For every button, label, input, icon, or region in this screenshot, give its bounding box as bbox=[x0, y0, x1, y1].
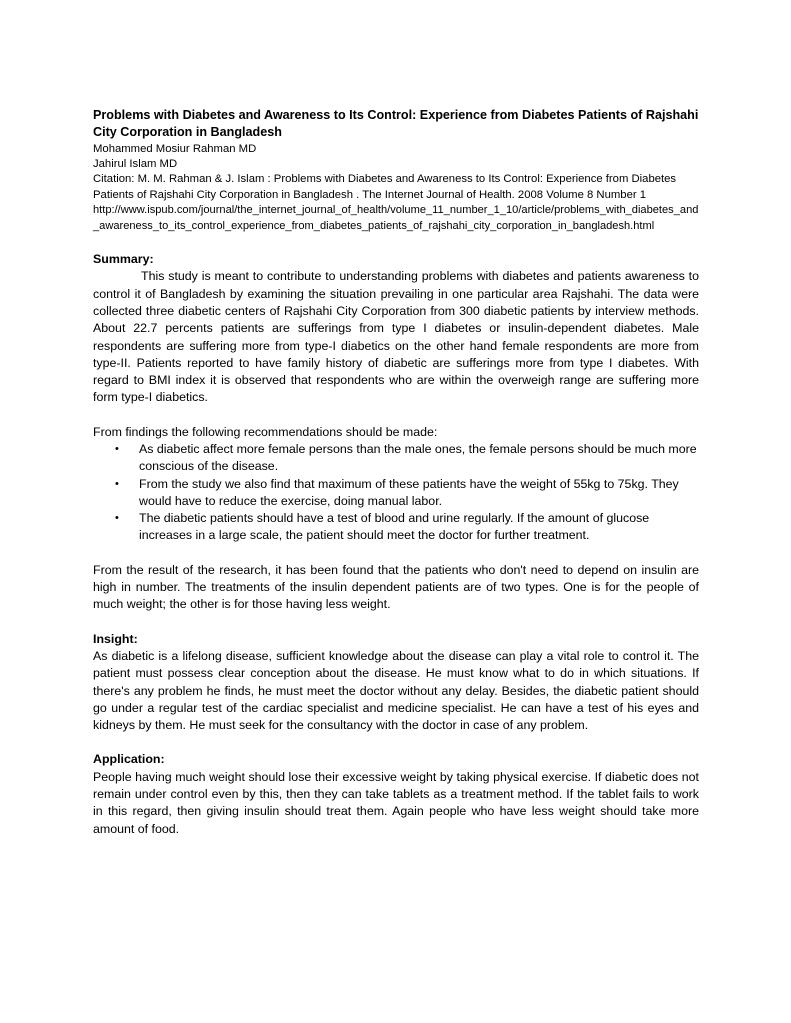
application-body: People having much weight should lose their excessive weight by taking physical exercise. If diabetic does not remain under control even by this, then they can take tablets as a treatment method. If the tablet fails to work in this regard, then giving insulin should treat them. Again people who have less weight should take more amount of food. bbox=[93, 769, 699, 836]
recommendation-text: From the study we also find that maximum of these patients have the weight of 55kg to 75kg. They would have to reduce the exercise, doing manual labor. bbox=[139, 476, 679, 508]
citation: Citation: M. M. Rahman & J. Islam : Problems with Diabetes and Awareness to Its Control: Experience from Diabetes Patients of Rajshahi City Corporation in Bangladesh . The Internet Journal of Health. 2008 Volume 8 Number 1 bbox=[93, 173, 677, 201]
recommendation-text: The diabetic patients should have a test of blood and urine regularly. If the amount of glucose increases in a large scale, the patient should meet the doctor for further treatment. bbox=[139, 511, 650, 543]
insight-body: As diabetic is a lifelong disease, sufficient knowledge about the disease can play a vital role to control it. The patient must possess clear conception about the disease. He must know what to do in which situations. If there's any problem he finds, he must meet the doctor without any delay. Besides, the diabetic patient should go under a regular test of the cardiac specialist and medicine specialist. He can have a test of his eyes and kidneys by them. He must seek for the consultancy with the doctor in case of any problem. bbox=[93, 648, 699, 733]
document-page bbox=[93, 107, 699, 838]
list-item bbox=[93, 510, 699, 545]
author-1: Mohammed Mosiur Rahman MD bbox=[93, 142, 257, 155]
insight-heading: Insight: bbox=[93, 631, 138, 646]
list-item bbox=[93, 441, 699, 476]
bullet-icon: • bbox=[115, 512, 119, 525]
application-heading: Application: bbox=[93, 752, 165, 767]
recommendations-list bbox=[93, 441, 699, 545]
bullet-icon: • bbox=[115, 443, 119, 455]
bullet-icon: • bbox=[115, 477, 119, 490]
recommendation-text: As diabetic affect more female persons than the male ones, the female persons should be much more conscious of the disease. bbox=[139, 442, 697, 474]
list-item bbox=[93, 476, 699, 511]
recommendations-intro: From findings the following recommendations should be made: bbox=[93, 424, 438, 439]
summary-body: This study is meant to contribute to understanding problems with diabetes and patients awareness to control it of Bangladesh by examining the situation prevailing in one particular area Rajshahi. The data were collected three diabetic centers of Rajshahi City Corporation from 300 diabetic patients by interview methods. About 22.7 percents patients are sufferings from type I diabetes or insulin-dependent diabetes. Male respondents are suffering more from type-I diabetics on the other hand female respondents are more from type-II. Patients reported to have family history of diabetic are sufferings more from type I diabetes. With regard to BMI index it is observed that respondents who are within the overweigh range are suffering more form type-I diabetics. bbox=[93, 269, 699, 405]
summary-heading: Summary: bbox=[93, 252, 154, 267]
author-2: Jahirul Islam MD bbox=[93, 158, 178, 170]
summary-conclusion: From the result of the research, it has been found that the patients who don't need to depend on insulin are high in number. The treatments of the insulin dependent patients are of two types. One is for the people of much weight; the other is for those having less weight. bbox=[93, 562, 699, 612]
document-title: Problems with Diabetes and Awareness to Its Control: Experience from Diabetes Patients of Rajshahi City Corporation in Bangladesh bbox=[93, 108, 699, 140]
article-url: http://www.ispub.com/journal/the_internet_journal_of_health/volume_11_number_1_10/article/problems_with_diabetes_and_awareness_to_its_control_experience_from_diabetes_patients_of_rajshahi_city_corporation_in_bangladesh.html bbox=[93, 204, 699, 232]
